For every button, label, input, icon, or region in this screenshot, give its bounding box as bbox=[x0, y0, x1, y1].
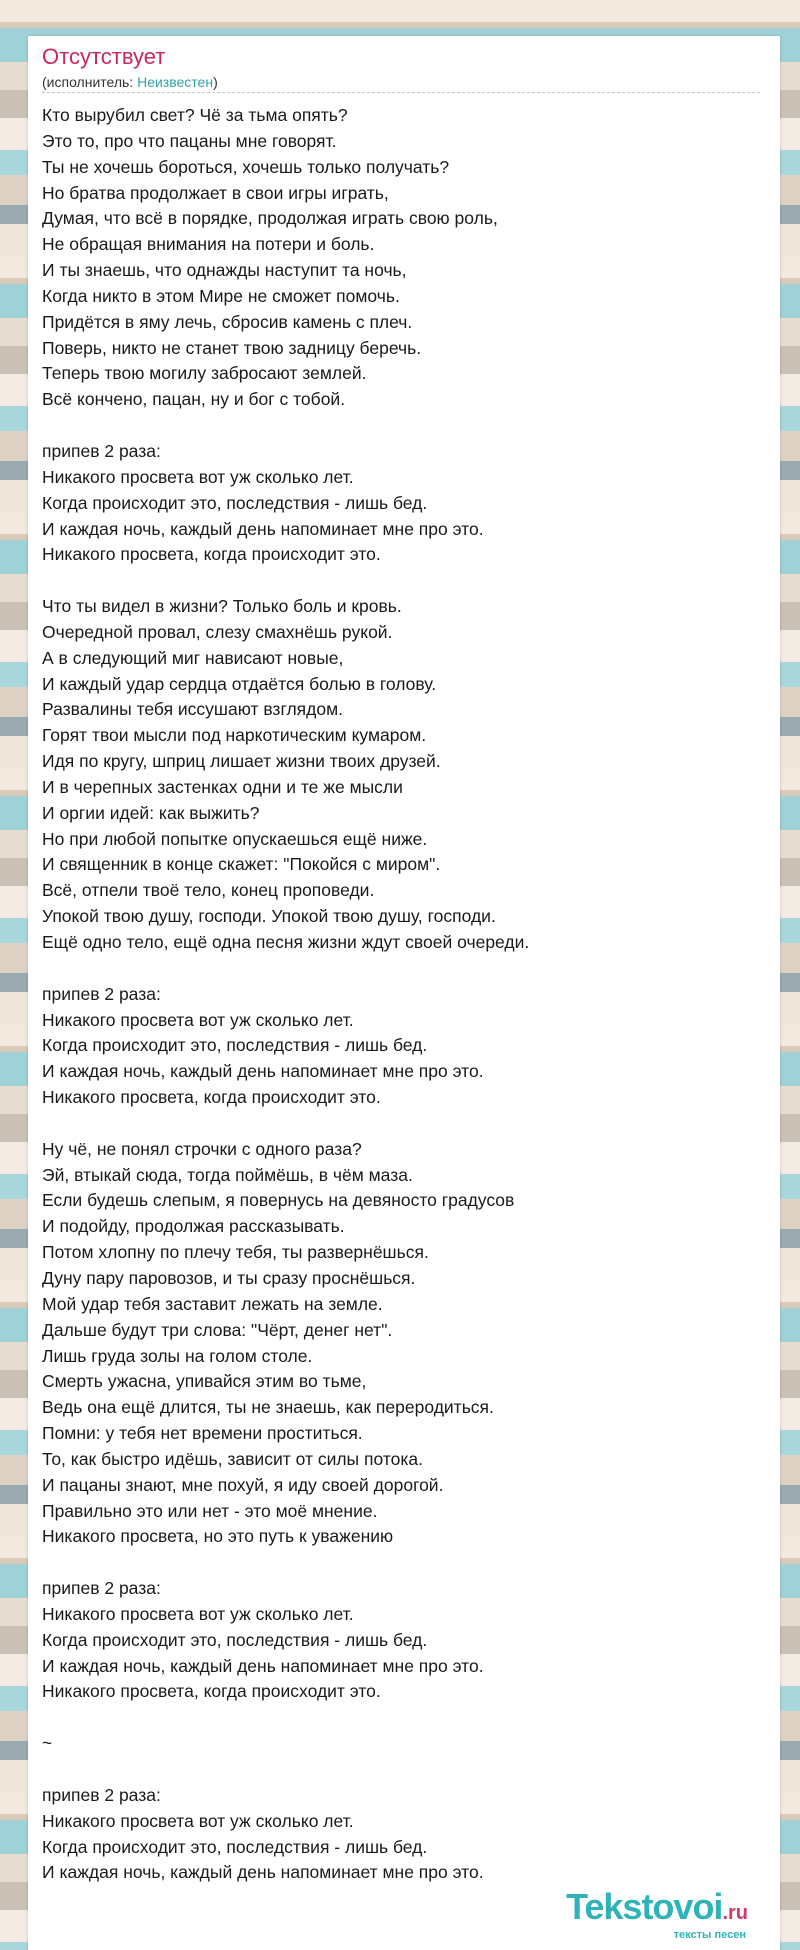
lyrics-line: Потом хлопну по плечу тебя, ты развернёшься. bbox=[42, 1242, 429, 1263]
lyrics-line: Дуну пару паровозов, и ты сразу проснёшься. bbox=[42, 1267, 416, 1288]
lyrics-line: Думая, что всё в порядке, продолжая играть свою роль, bbox=[42, 208, 498, 229]
lyrics-line: То, как быстро идёшь, зависит от силы потока. bbox=[42, 1448, 424, 1469]
lyrics-line: Никакого просвета вот уж сколько лет. bbox=[42, 1603, 354, 1624]
lyrics-line: Но братва продолжает в свои игры играть, bbox=[42, 182, 389, 203]
lyrics-line: Теперь твою могилу забросают землей. bbox=[42, 363, 367, 384]
lyrics-line: Придётся в яму лечь, сбросив камень с плеч. bbox=[42, 311, 413, 332]
lyrics-line: Помни: у тебя нет времени проститься. bbox=[42, 1423, 363, 1444]
lyrics-line: Лишь груда золы на голом столе. bbox=[42, 1345, 313, 1366]
lyrics-line: Всё кончено, пацан, ну и бог с тобой. bbox=[42, 389, 346, 410]
lyrics-line: И пацаны знают, мне похуй, я иду своей дорогой. bbox=[42, 1474, 444, 1495]
lyrics-line: Правильно это или нет - это моё мнение. bbox=[42, 1500, 378, 1521]
lyrics-line: Никакого просвета вот уж сколько лет. bbox=[42, 1810, 354, 1831]
lyrics-line: Когда происходит это, последствия - лишь бед. bbox=[42, 492, 428, 513]
lyrics-line: Когда никто в этом Мире не сможет помочь. bbox=[42, 285, 400, 306]
logo-main-text: Tekstovoi bbox=[566, 1886, 723, 1927]
lyrics-line: Поверь, никто не станет твою задницу беречь. bbox=[42, 337, 422, 358]
lyrics-line: Ещё одно тело, ещё одна песня жизни ждут своей очереди. bbox=[42, 932, 530, 952]
lyrics-blank-line bbox=[42, 1705, 762, 1731]
lyrics-line: И каждая ночь, каждый день напоминает мне про это. bbox=[42, 518, 484, 539]
lyrics-line: И каждая ночь, каждый день напоминает мне про это. bbox=[42, 1655, 484, 1676]
lyrics-line: Ведь она ещё длится, ты не знаешь, как переродиться. bbox=[42, 1397, 494, 1418]
lyrics-line: Смерть ужасна, упивайся этим во тьме, bbox=[42, 1371, 367, 1392]
lyrics-line: Что ты видел в жизни? Только боль и кровь. bbox=[42, 596, 402, 617]
lyrics-line: Никакого просвета, но это путь к уважению bbox=[42, 1526, 394, 1547]
logo-wordmark bbox=[566, 1886, 748, 1928]
lyrics-line: Никакого просвета вот уж сколько лет. bbox=[42, 466, 354, 487]
lyrics-line: Когда происходит это, последствия - лишь бед. bbox=[42, 1836, 428, 1857]
logo-subtitle: тексты песен bbox=[673, 1929, 746, 1941]
lyrics-line: И каждая ночь, каждый день напоминает мне про это. bbox=[42, 1862, 484, 1883]
lyrics-line: припев 2 раза: bbox=[42, 440, 161, 461]
lyrics-blank-line bbox=[42, 413, 762, 439]
lyrics-card bbox=[28, 36, 780, 1950]
artist-prefix: (исполнитель: bbox=[42, 74, 138, 90]
lyrics-line: И подойду, продолжая рассказывать. bbox=[42, 1216, 345, 1237]
artist-suffix: ) bbox=[213, 74, 218, 90]
lyrics-line: И каждый удар сердца отдаётся болью в голову. bbox=[42, 673, 437, 694]
site-logo[interactable] bbox=[540, 1884, 780, 1950]
lyrics-line: И каждая ночь, каждый день напоминает мне про это. bbox=[42, 1061, 484, 1082]
lyrics-line: Развалины тебя иссушают взглядом. bbox=[42, 699, 343, 720]
lyrics-line: И ты знаешь, что однажды наступит та ночь, bbox=[42, 260, 407, 281]
lyrics-line: Когда происходит это, последствия - лишь бед. bbox=[42, 1629, 428, 1650]
lyrics-line: Кто вырубил свет? Чё за тьма опять? bbox=[42, 105, 348, 125]
lyrics-line: Никакого просвета, когда происходит это. bbox=[42, 1681, 381, 1702]
title-divider bbox=[42, 92, 760, 93]
lyrics-line: Ну чё, не понял строчки с одного раза? bbox=[42, 1138, 362, 1159]
lyrics-line: И оргии идей: как выжить? bbox=[42, 802, 260, 823]
lyrics-line: Горят твои мысли под наркотическим кумаром. bbox=[42, 725, 427, 746]
lyrics-line: Дальше будут три слова: "Чёрт, денег нет". bbox=[42, 1319, 393, 1340]
logo-domain: .ru bbox=[722, 1902, 748, 1924]
lyrics-line: Если будешь слепым, я повернусь на девяносто градусов bbox=[42, 1190, 515, 1211]
lyrics-line: Идя по кругу, шприц лишает жизни твоих друзей. bbox=[42, 751, 441, 772]
lyrics-line: Ты не хочешь бороться, хочешь только получать? bbox=[42, 156, 450, 177]
artist-line bbox=[42, 74, 218, 91]
lyrics-line: И священник в конце скажет: "Покойся с миром". bbox=[42, 854, 441, 875]
lyrics-blank-line bbox=[42, 568, 762, 594]
lyrics-blank-line bbox=[42, 1111, 762, 1137]
lyrics-blank-line bbox=[42, 1550, 762, 1576]
lyrics-line: Мой удар тебя заставит лежать на земле. bbox=[42, 1293, 383, 1314]
lyrics-line: Но при любой попытке опускаешься ещё ниже. bbox=[42, 828, 428, 849]
lyrics-line: Никакого просвета, когда происходит это. bbox=[42, 544, 381, 565]
lyrics-line: Всё, отпели твоё тело, конец проповеди. bbox=[42, 880, 375, 901]
lyrics-line: Не обращая внимания на потери и боль. bbox=[42, 234, 375, 255]
lyrics-blank-line bbox=[42, 956, 762, 982]
lyrics-line: припев 2 раза: bbox=[42, 1784, 161, 1805]
lyrics-line: Никакого просвета вот уж сколько лет. bbox=[42, 1009, 354, 1030]
lyrics-line: Это то, про что пацаны мне говорят. bbox=[42, 130, 337, 151]
song-title: Отсутствует bbox=[42, 44, 166, 69]
lyrics-line: И в черепных застенках одни и те же мысли bbox=[42, 776, 403, 797]
lyrics-line: припев 2 раза: bbox=[42, 983, 161, 1004]
lyrics-line: А в следующий миг нависают новые, bbox=[42, 647, 344, 668]
lyrics-blank-line bbox=[42, 1757, 762, 1783]
lyrics-text bbox=[42, 103, 762, 1886]
artist-link[interactable]: Неизвестен bbox=[137, 74, 214, 90]
lyrics-line: Упокой твою душу, господи. Упокой твою душу, господи. bbox=[42, 906, 496, 927]
lyrics-line: Никакого просвета, когда происходит это. bbox=[42, 1087, 381, 1108]
lyrics-line: ~ bbox=[42, 1733, 53, 1754]
lyrics-line: припев 2 раза: bbox=[42, 1578, 161, 1599]
lyrics-line: Когда происходит это, последствия - лишь бед. bbox=[42, 1035, 428, 1056]
lyrics-line: Эй, втыкай сюда, тогда поймёшь, в чём маза. bbox=[42, 1164, 413, 1185]
lyrics-line: Очередной провал, слезу смахнёшь рукой. bbox=[42, 621, 393, 642]
